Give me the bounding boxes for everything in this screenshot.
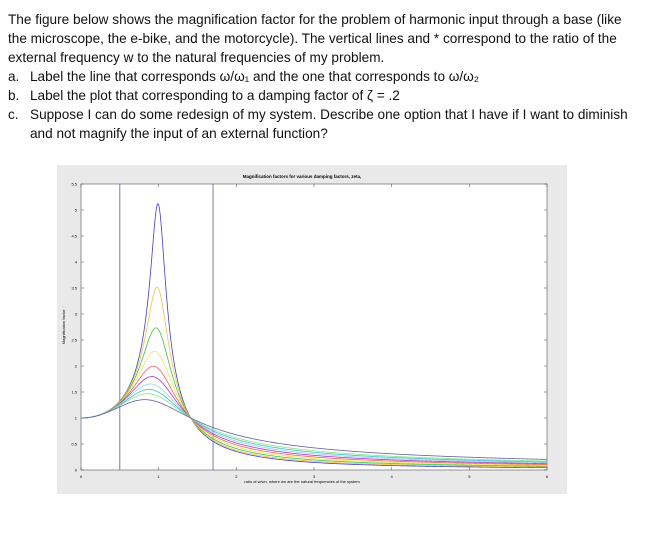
y-tick-label: 1 <box>74 415 77 421</box>
y-tick-label: 3 <box>74 311 77 317</box>
x-tick-label: 2 <box>235 474 238 479</box>
y-tick-label: 2.5 <box>71 337 77 343</box>
question-item-b <box>8 86 638 105</box>
x-tick-label: 4 <box>390 474 393 479</box>
magnification-figure <box>57 165 567 494</box>
y-axis-label: Magnification factor <box>61 309 66 345</box>
question-item-a <box>8 67 638 86</box>
question-item-c <box>8 105 638 143</box>
question-text <box>8 10 638 143</box>
x-tick-label: 0 <box>79 474 83 479</box>
x-tick-label: 6 <box>545 474 549 479</box>
item-text: Suppose I can do some redesign of my system. Describe one option that I have if I want to diminish and not magnify the input of an external function? <box>30 107 628 141</box>
item-label: a. <box>8 69 20 84</box>
magnification-chart <box>57 165 567 494</box>
item-text: Label the plot that corresponding to a damping factor of ζ = .2 <box>30 88 400 103</box>
x-tick-label: 1 <box>157 474 160 479</box>
x-axis-label: ratio of w/wn, where wn are the natural frequencies of the system <box>244 479 360 484</box>
x-tick-label: 5 <box>468 474 471 479</box>
y-tick-label: 5.5 <box>71 181 77 187</box>
item-label: c. <box>8 107 19 122</box>
y-tick-label: 2 <box>74 363 77 369</box>
y-tick-label: 4 <box>74 259 77 265</box>
item-text: Label the line that corresponds ω/ω₁ and the one that corresponds to ω/ω₂ <box>30 69 480 84</box>
y-tick-label: 0.5 <box>71 441 77 447</box>
item-label: b. <box>8 88 20 103</box>
y-tick-label: 3.5 <box>71 285 77 291</box>
y-tick-label: 5 <box>74 207 77 213</box>
y-tick-label: 0 <box>74 467 77 473</box>
x-tick-label: 3 <box>312 474 316 479</box>
y-tick-label: 1.5 <box>71 389 77 395</box>
question-intro: The figure below shows the magnification factor for the problem of harmonic input through a base (like the microscope, the e-bike, and the motorcycle). The vertical lines and * correspond to the ratio of the external frequency w to the natural frequencies of my problem. <box>8 12 622 65</box>
y-tick-label: 4.5 <box>71 233 77 239</box>
plot-area <box>81 184 547 470</box>
chart-title: Magnification factors for various damping factors, zeta, <box>242 174 362 179</box>
